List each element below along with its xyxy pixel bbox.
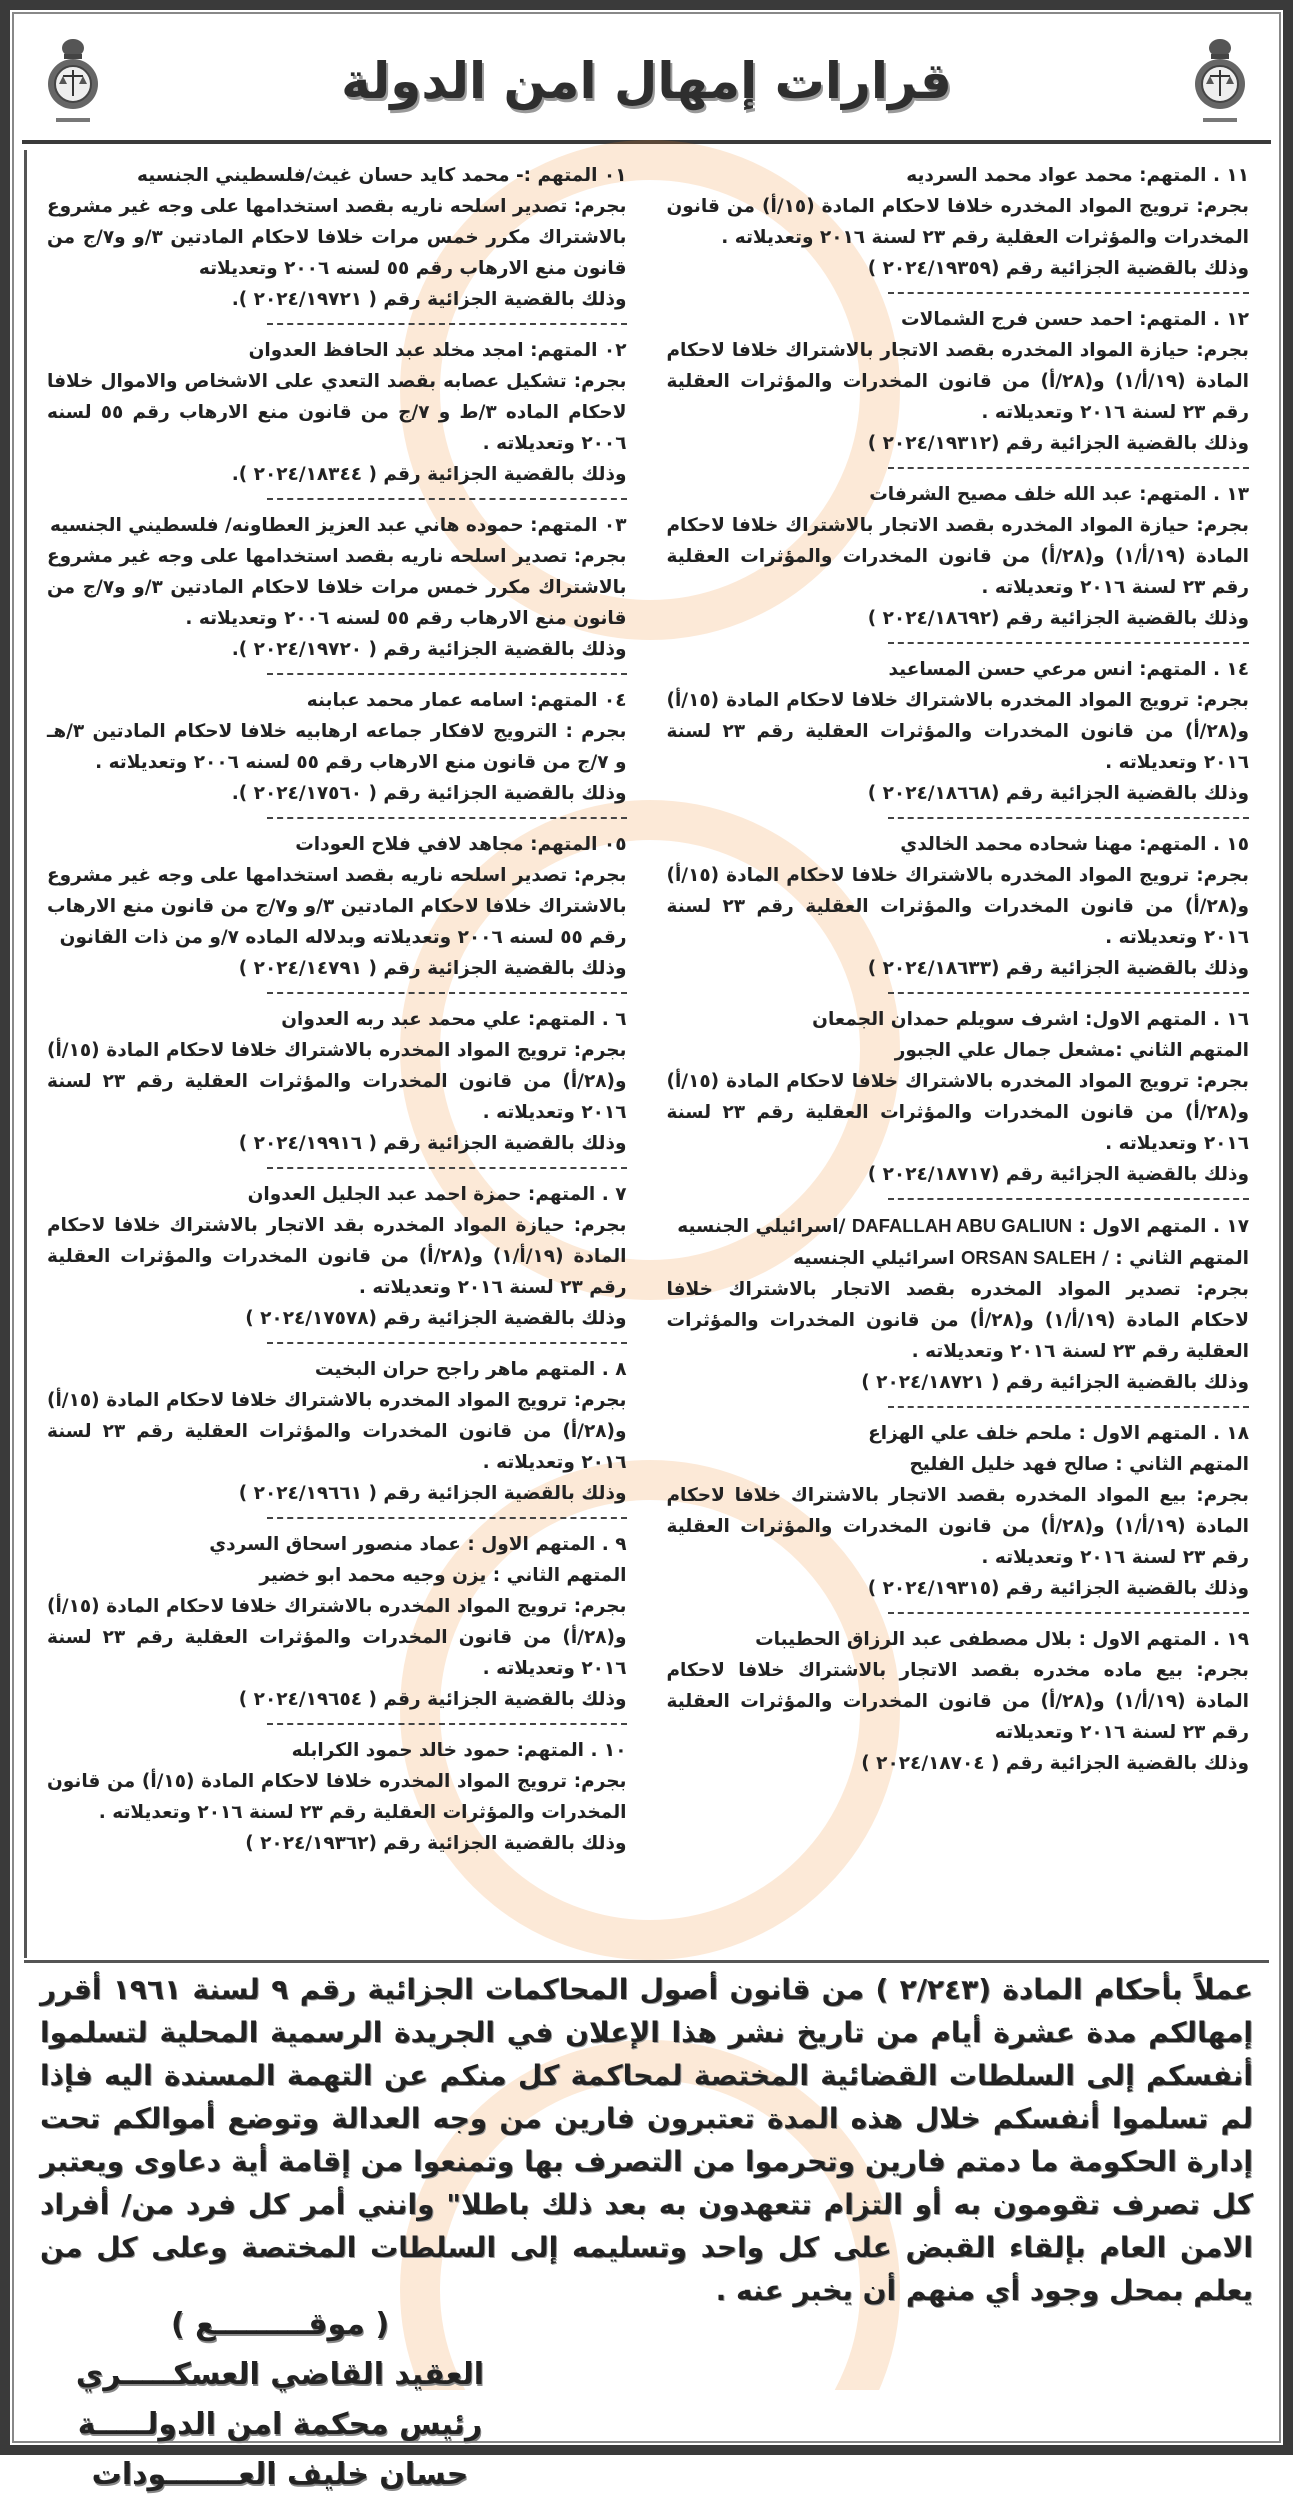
separator bbox=[267, 323, 626, 325]
accused-name-second: المتهم الثاني : يزن وجيه محمد ابو خضير bbox=[259, 1565, 627, 1586]
accused-name: المتهم: مجاهد لافي فلاح العودات bbox=[295, 834, 598, 855]
case-number: وذلك بالقضية الجزائية رقم (٢٠٢٤/١٧٥٧٨ ) bbox=[245, 1308, 627, 1329]
accused-name: المتهم: عبد الله خلف مصيح الشرفات bbox=[869, 484, 1207, 505]
accused-name: المتهم الاول : ملحم خلف علي الهزاع bbox=[868, 1423, 1207, 1444]
case-number: وذلك بالقضية الجزائية رقم ( ٢٠٢٤/١٤٧٩١ ) bbox=[238, 958, 627, 979]
charge-text: بجرم: بيع ماده مخدره بقصد الاتجار بالاشتراك خلافا لاحكام المادة (١٩/أ/١) و(٢٨/أ) من قانون المخدرات والمؤثرات العقلية رقم ٢٣ لسنة ٢٠١٦ وتعديلاته bbox=[666, 1660, 1249, 1743]
charge-text: بجرم: حيازة المواد المخدره بقصد الاتجار بالاشتراك خلافا لاحكام المادة (١٩/أ/١) و(٢٨/أ) من قانون المخدرات والمؤثرات العقلية رقم ٢٣ لسنة ٢٠١٦ وتعديلاته . bbox=[666, 515, 1249, 598]
accused-nationality: /اسرائيلي الجنسيه bbox=[677, 1216, 846, 1237]
separator bbox=[267, 1723, 626, 1725]
accused-item bbox=[667, 160, 1250, 284]
accused-item bbox=[47, 335, 627, 490]
accused-name: المتهم: حمود خالد حمود الكرابله bbox=[291, 1740, 584, 1761]
accused-item bbox=[47, 510, 627, 665]
separator bbox=[888, 817, 1249, 819]
case-number: وذلك بالقضية الجزائية رقم ( ٢٠٢٤/١٨٣٤٤ ). bbox=[231, 464, 627, 485]
item-number: ١٩ . bbox=[1212, 1629, 1249, 1650]
accused-name: المتهم: علي محمد عبد ربه العدوان bbox=[281, 1009, 596, 1030]
separator bbox=[888, 1612, 1249, 1614]
item-number: ١٦ . bbox=[1212, 1009, 1249, 1030]
accused-label: المتهم الثاني : / bbox=[1102, 1248, 1249, 1269]
charge-text: بجرم: ترويج المواد المخدره بالاشتراك خلافا لاحكام المادة (١٥/أ) و(٢٨/أ) من قانون المخدرات والمؤثرات العقلية رقم ٢٣ لسنة ٢٠١٦ وتعديلاته . bbox=[666, 690, 1249, 773]
separator bbox=[267, 1517, 626, 1519]
accused-name: المتهم الاول : عماد منصور اسحاق السردي bbox=[209, 1534, 596, 1555]
separator bbox=[267, 1167, 626, 1169]
signatory-name: حسان خليف العـــــــودات bbox=[91, 2457, 469, 2492]
item-number: ٩ . bbox=[601, 1534, 627, 1555]
item-number: ١٢ . bbox=[1212, 309, 1249, 330]
court-emblem-icon bbox=[44, 32, 102, 130]
case-number: وذلك بالقضية الجزائية رقم (٢٠٢٤/١٩٣١٥ ) bbox=[867, 1578, 1249, 1599]
accused-item bbox=[667, 304, 1250, 459]
accused-name: المتهم: احمد حسن فرج الشمالات bbox=[901, 309, 1207, 330]
accused-item bbox=[47, 1529, 627, 1715]
case-number: وذلك بالقضية الجزائية رقم (٢٠٢٤/١٨٦٣٣ ) bbox=[867, 958, 1249, 979]
accused-name: المتهم: امجد مخلد عبد الحافظ العدوان bbox=[248, 340, 598, 361]
signed-mark: ( موقـــــــــع ) bbox=[170, 2307, 390, 2342]
item-number: ٧ . bbox=[601, 1184, 627, 1205]
item-number: ١٤ . bbox=[1212, 659, 1249, 680]
charge-text: بجرم: ترويج المواد المخدره بالاشتراك خلافا لاحكام المادة (١٥/أ) و(٢٨/أ) من قانون المخدرات والمؤثرات العقلية رقم ٢٣ لسنة ٢٠١٦ وتعديلاته . bbox=[666, 865, 1249, 948]
case-number: وذلك بالقضية الجزائية رقم ( ٢٠٢٤/١٨٧٠٤ ) bbox=[861, 1753, 1249, 1774]
accused-name-second: المتهم الثاني : صالح فهد خليل الفليح bbox=[909, 1454, 1249, 1475]
accused-name-second: ORSAN SALEH bbox=[961, 1247, 1096, 1268]
court-emblem-icon bbox=[1191, 32, 1249, 130]
accused-item bbox=[667, 479, 1250, 634]
case-number: وذلك بالقضية الجزائية رقم (٢٠٢٤/١٨٦٦٨ ) bbox=[867, 783, 1249, 804]
separator bbox=[267, 1342, 626, 1344]
case-number: وذلك بالقضية الجزائية رقم (٢٠٢٤/١٩٣٦٢ ) bbox=[245, 1833, 627, 1854]
case-number: وذلك بالقضية الجزائية رقم ( ٢٠٢٤/١٩٧٢١ ). bbox=[231, 289, 627, 310]
left-column bbox=[647, 150, 1270, 1958]
item-number: ١٨ . bbox=[1212, 1423, 1249, 1444]
separator bbox=[267, 992, 626, 994]
right-column bbox=[24, 150, 647, 1958]
accused-name: DAFALLAH ABU GALIUN bbox=[851, 1215, 1073, 1236]
accused-item bbox=[47, 829, 627, 984]
header bbox=[22, 22, 1271, 144]
item-number: ١٥ . bbox=[1212, 834, 1249, 855]
accused-item bbox=[667, 1624, 1250, 1779]
accused-item bbox=[47, 1354, 627, 1509]
accused-item bbox=[667, 829, 1250, 984]
separator bbox=[888, 292, 1249, 294]
accused-label: المتهم الاول : bbox=[1078, 1216, 1207, 1237]
item-number: ١٠ . bbox=[590, 1740, 627, 1761]
case-number: وذلك بالقضية الجزائية رقم (٢٠٢٤/١٨٦٩٢ ) bbox=[867, 608, 1249, 629]
notice-paragraph: عملاً بأحكام المادة (٢/٢٤٣ ) من قانون أصول المحاكمات الجزائية رقم ٩ لسنة ١٩٦١ أقرر إمهالكم مدة عشرة أيام من تاريخ نشر هذا الإعلان في الجريدة الرسمية المحلية لتسلموا أنفسكم إلى السلطات القضائية المختصة لمحاكمة كل منكم عن التهمة المسندة اليه فإذا لم تسلموا أنفسكم خلال هذه المدة تعتبرون فارين من وجه العدالة وتوضع أموالكم تحت إدارة الحكومة ما دمتم فارين وتحرموا من التصرف بها وتمنعوا من إقامة أية دعاوى ويعتبر كل تصرف تقومون به أو التزام تتعهدون به بعد ذلك باطلا" وانني أمر كل فرد من/ أفراد الامن العام بإلقاء القبض على كل واحد وتسليمه إلى السلطات المختصة وعلى كل من يعلم بمحل وجود أي منهم أن يخبر عنه . bbox=[40, 1973, 1253, 2307]
charge-text: بجرم: بيع المواد المخدره بقصد الاتجار بالاشتراك خلافا لاحكام المادة (١٩/أ/١) و(٢٨/أ) من قانون المخدرات والمؤثرات العقلية رقم ٢٣ لسنة ٢٠١٦ وتعديلاته . bbox=[666, 1485, 1249, 1568]
case-number: وذلك بالقضية الجزائية رقم ( ٢٠٢٤/١٩٧٢٠ ). bbox=[231, 639, 627, 660]
item-number: ١٧ . bbox=[1212, 1216, 1249, 1237]
accused-name: المتهم: اسامه عمار محمد عبابنه bbox=[306, 690, 598, 711]
accused-item bbox=[667, 1004, 1250, 1190]
item-number: ٠٤ bbox=[603, 690, 627, 711]
accused-item bbox=[47, 160, 627, 315]
page-title: قرارات إمهال امن الدولة bbox=[341, 52, 952, 110]
separator bbox=[888, 1406, 1249, 1408]
accused-columns bbox=[24, 150, 1269, 1958]
case-number: وذلك بالقضية الجزائية رقم ( ٢٠٢٤/١٩٦٥٤ ) bbox=[238, 1689, 627, 1710]
item-number: ٨ . bbox=[601, 1359, 627, 1380]
case-number: وذلك بالقضية الجزائية رقم (٢٠٢٤/١٨٧١٧ ) bbox=[867, 1164, 1249, 1185]
separator bbox=[267, 817, 626, 819]
accused-item bbox=[47, 685, 627, 809]
accused-name: المتهم :- محمد كايد حسان غيث/فلسطيني الجنسيه bbox=[137, 165, 598, 186]
charge-text: بجرم: ترويج المواد المخدره خلافا لاحكام المادة (١٥/أ) من قانون المخدرات والمؤثرات العقلية رقم ٢٣ لسنة ٢٠١٦ وتعديلاته . bbox=[666, 196, 1249, 248]
charge-text: بجرم: ترويج المواد المخدره بالاشتراك خلافا لاحكام المادة (١٥/أ) و(٢٨/أ) من قانون المخدرات والمؤثرات العقلية رقم ٢٣ لسنة ٢٠١٦ وتعديلاته . bbox=[47, 1390, 627, 1473]
accused-name: المتهم: حمزة احمد عبد الجليل العدوان bbox=[247, 1184, 596, 1205]
signatory-rank: العقيد القاضي العسكـــــري bbox=[75, 2357, 485, 2392]
signature-block bbox=[50, 2300, 510, 2500]
case-number: وذلك بالقضية الجزائية رقم ( ٢٠٢٤/١٧٥٦٠ ). bbox=[231, 783, 627, 804]
charge-text: بجرم: تصدير اسلحه ناريه بقصد استخدامها على وجه غير مشروع بالاشتراك مكرر خمس مرات خلافا لاحكام المادتين ٣/و و٧/ج من قانون منع الارهاب رقم ٥٥ لسنه ٢٠٠٦ وتعديلاته . bbox=[47, 546, 627, 629]
separator bbox=[888, 1198, 1249, 1200]
separator bbox=[888, 467, 1249, 469]
separator bbox=[888, 992, 1249, 994]
charge-text: بجرم: حيازة المواد المخدره بقصد الاتجار بالاشتراك خلافا لاحكام المادة (١٩/أ/١) و(٢٨/أ) من قانون المخدرات والمؤثرات العقلية رقم ٢٣ لسنة ٢٠١٦ وتعديلاته . bbox=[666, 340, 1249, 423]
charge-text: بجرم : الترويج لافكار جماعه ارهابيه خلافا لاحكام المادتين ٣/هـ و ٧/ج من قانون منع الارهاب رقم ٥٥ لسنه ٢٠٠٦ وتعديلاته . bbox=[47, 721, 627, 773]
accused-name: المتهم الاول: اشرف سويلم حمدان الجمعان bbox=[812, 1009, 1207, 1030]
item-number: ٠٣ bbox=[603, 515, 627, 536]
case-number: وذلك بالقضية الجزائية رقم (٢٠٢٤/١٩٣١٢ ) bbox=[867, 433, 1249, 454]
item-number: ١١ . bbox=[1212, 165, 1249, 186]
divider bbox=[24, 1960, 1269, 1963]
separator bbox=[267, 673, 626, 675]
charge-text: بجرم: ترويج المواد المخدره بالاشتراك خلافا لاحكام المادة (١٥/أ) و(٢٨/أ) من قانون المخدرات والمؤثرات العقلية رقم ٢٣ لسنة ٢٠١٦ وتعديلاته . bbox=[47, 1596, 627, 1679]
separator bbox=[888, 642, 1249, 644]
charge-text: بجرم: تشكيل عصابه بقصد التعدي على الاشخاص والاموال خلافا لاحكام الماده ٣/ط و ٧/ج من قانون منع الارهاب رقم ٥٥ لسنه ٢٠٠٦ وتعديلاته . bbox=[47, 371, 627, 454]
case-number: وذلك بالقضية الجزائية رقم ( ٢٠٢٤/١٨٧٢١ ) bbox=[861, 1372, 1249, 1393]
case-number: وذلك بالقضية الجزائية رقم ( ٢٠٢٤/١٩٦٦١ ) bbox=[238, 1483, 627, 1504]
charge-text: بجرم: ترويج المواد المخدره بالاشتراك خلافا لاحكام المادة (١٥/أ) و(٢٨/أ) من قانون المخدرات والمؤثرات العقلية رقم ٢٣ لسنة ٢٠١٦ وتعديلاته . bbox=[666, 1071, 1249, 1154]
accused-item bbox=[667, 1210, 1250, 1398]
charge-text: بجرم: تصدير اسلحه ناريه بقصد استخدامها على وجه غير مشروع بالاشتراك مكرر خمس مرات خلافا لاحكام المادتين ٣/و و٧/ج من قانون منع الارهاب رقم ٥٥ لسنه ٢٠٠٦ وتعديلاته bbox=[47, 196, 627, 279]
case-number: وذلك بالقضية الجزائية رقم ( ٢٠٢٤/١٩٩١٦ ) bbox=[238, 1133, 627, 1154]
charge-text: بجرم: ترويج المواد المخدره خلافا لاحكام المادة (١٥/أ) من قانون المخدرات والمؤثرات العقلية رقم ٢٣ لسنة ٢٠١٦ وتعديلاته . bbox=[47, 1771, 627, 1823]
accused-name: المتهم: محمد عواد محمد السرديه bbox=[906, 165, 1207, 186]
signatory-position: رئيس محكمة امن الدولـــــة bbox=[77, 2407, 483, 2442]
item-number: ١٣ . bbox=[1212, 484, 1249, 505]
accused-item bbox=[667, 1418, 1250, 1604]
accused-item bbox=[47, 1735, 627, 1859]
accused-item bbox=[667, 654, 1250, 809]
accused-item bbox=[47, 1004, 627, 1159]
item-number: ٠٢ bbox=[603, 340, 627, 361]
accused-nationality: اسرائيلي الجنسيه bbox=[793, 1248, 955, 1269]
item-number: ٠٥ bbox=[603, 834, 627, 855]
accused-name-second: المتهم الثاني :مشعل جمال علي الجبور bbox=[894, 1040, 1249, 1061]
charge-text: بجرم: حيازة المواد المخدره بقد الاتجار بالاشتراك خلافا لاحكام المادة (١٩/أ/١) و(٢٨/أ) من قانون المخدرات والمؤثرات العقلية رقم ٢٣ لسنة ٢٠١٦ وتعديلاته . bbox=[47, 1215, 627, 1298]
charge-text: بجرم: تصدير اسلحه ناريه بقصد استخدامها على وجه غير مشروع بالاشتراك خلافا لاحكام المادتين ٣/و و٧/ج من قانون منع الارهاب رقم ٥٥ لسنه ٢٠٠٦ وتعديلاته وبدلاله الماده ٧/و من ذات القانون bbox=[47, 865, 627, 948]
item-number: ٦ . bbox=[601, 1009, 627, 1030]
accused-item bbox=[47, 1179, 627, 1334]
item-number: ٠١ bbox=[603, 165, 627, 186]
separator bbox=[267, 498, 626, 500]
accused-name: المتهم: مهنا شحاده محمد الخالدي bbox=[900, 834, 1207, 855]
case-number: وذلك بالقضية الجزائية رقم (٢٠٢٤/١٩٣٥٩ ) bbox=[867, 258, 1249, 279]
accused-name: المتهم: حموده هاني عبد العزيز العطاونه/ فلسطيني الجنسيه bbox=[50, 515, 598, 536]
charge-text: بجرم: ترويج المواد المخدره بالاشتراك خلافا لاحكام المادة (١٥/أ) و(٢٨/أ) من قانون المخدرات والمؤثرات العقلية رقم ٢٣ لسنة ٢٠١٦ وتعديلاته . bbox=[47, 1040, 627, 1123]
accused-name: المتهم: انس مرعي حسن المساعيد bbox=[888, 659, 1207, 680]
accused-name: المتهم الاول : بلال مصطفى عبد الرزاق الحطيبات bbox=[755, 1629, 1207, 1650]
charge-text: بجرم: تصدير المواد المخدره بقصد الاتجار بالاشتراك خلافا لاحكام المادة (١٩/أ/١) و(٢٨/أ) من قانون المخدرات والمؤثرات العقلية رقم ٢٣ لسنة ٢٠١٦ وتعديلاته . bbox=[666, 1279, 1250, 1362]
accused-name: المتهم ماهر راجح حران البخيت bbox=[314, 1359, 596, 1380]
